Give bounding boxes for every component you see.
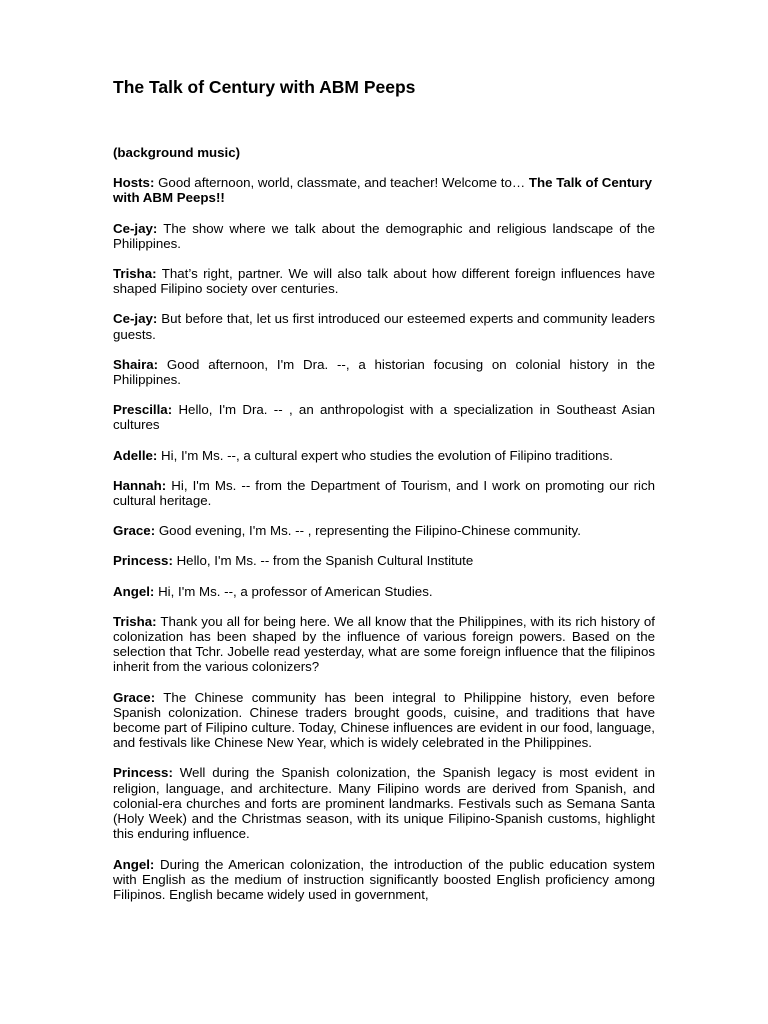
speaker: Ce-jay: [113,311,158,327]
speaker: Prescilla: [113,402,173,418]
dialogue-line [113,402,655,432]
dialogue-text: Hi, I'm Ms. --, a professor of American Studies. [158,583,433,599]
dialogue-line [113,584,655,599]
speaker: Princess: [113,553,173,569]
dialogue-text: But before that, let us first introduced our esteemed experts and community leaders guests. [113,311,656,342]
dialogue-line [113,311,655,341]
dialogue-line [113,690,655,751]
dialogue-text: Hi, I'm Ms. -- from the Department of Tourism, and I work on promoting our rich cultural heritage. [113,477,656,509]
speaker: Ce-jay: [113,220,158,236]
speaker: Adelle: [113,447,158,463]
dialogue-line [113,175,655,205]
document-title: The Talk of Century with ABM Peeps [113,77,416,97]
dialogue-text: Hello, I'm Ms. -- from the Spanish Cultural Institute [176,553,474,569]
dialogue-text: The show where we talk about the demographic and religious landscape of the Philippines. [113,220,655,251]
dialogue-text: Good afternoon, I'm Dra. --, a historian focusing on colonial history in the Philippines. [113,356,655,388]
dialogue-line [113,448,655,463]
dialogue-line [113,614,655,675]
dialogue-text: The Chinese community has been integral to Philippine history, even before Spanish colonization. Chinese traders brought goods, cuisine, and traditions that have become part of Filipino culture. Today, Chinese influences are evident in our food, language, and festivals like Chinese New Year, which is widely celebrated in the Philippines. [113,689,655,751]
dialogue-line [113,266,655,296]
dialogue-text: Hi, I'm Ms. --, a cultural expert who studies the evolution of Filipino traditions. [161,447,613,463]
dialogue-line [113,523,655,538]
speaker: Angel: [113,583,155,599]
speaker: Grace: [113,523,156,539]
dialogue-line [113,857,655,903]
dialogue-line [113,478,655,508]
speaker: Hannah: [113,477,167,493]
dialogue-line [113,221,655,251]
dialogue-text: That’s right, partner. We will also talk about how different foreign influences have shaped Filipino society over centuries. [113,266,655,297]
dialogue-line [113,357,655,387]
speaker: Trisha: [113,613,157,629]
dialogue-text: Hello, I'm Dra. -- , an anthropologist with a specialization in Southeast Asian cultures [113,402,655,433]
speaker: Angel: [113,856,155,872]
dialogue-text: During the American colonization, the introduction of the public education system with English as the medium of instruction significantly boosted English proficiency among Filipinos. English became widely used in government, [113,856,655,902]
script-body [113,145,655,902]
show-name: The Talk of Century with ABM Peeps!! [113,175,652,206]
stage-direction: (background music) [113,145,241,160]
dialogue-text: Good evening, I'm Ms. -- , representing the Filipino-Chinese community. [158,523,581,539]
speaker: Shaira: [113,356,159,372]
speaker: Hosts: [113,175,155,191]
speaker: Grace: [113,689,156,705]
dialogue-line [113,553,655,568]
speaker: Trisha: [113,266,157,282]
dialogue-text: Good afternoon, world, classmate, and teacher! Welcome to… [158,175,529,191]
dialogue-text: Thank you all for being here. We all know that the Philippines, with its rich history of colonization has been shaped by the influence of various foreign powers. Based on the selection that Tchr. Jobelle read yesterday, what are some foreign influence that the filipinos inherit from the various colonizers? [113,613,655,675]
dialogue-line [113,765,655,841]
dialogue-text: Well during the Spanish colonization, the Spanish legacy is most evident in religion, language, and architecture. Many Filipino words are derived from Spanish, and colonial-era churches and forts are prominent landmarks. Festivals such as Semana Santa (Holy Week) and the Christmas season, with its unique Filipino-Spanish customs, highlight this enduring influence. [113,765,655,842]
speaker: Princess: [113,765,173,781]
